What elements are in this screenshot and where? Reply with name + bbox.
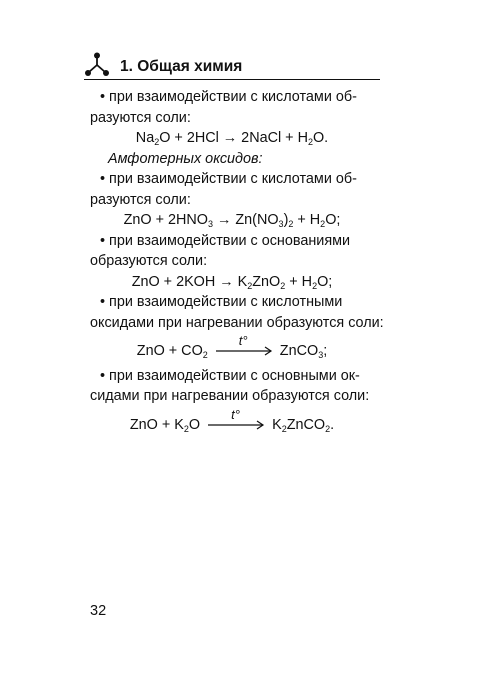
bullet-acids-1-line2: разуются соли: [90, 109, 191, 126]
equation-zno-co2: ZnO + $CO_2$ t° ZnCO$_3$; [136, 333, 328, 360]
equation-zno-koh: ZnO + $2KOH \to K_2ZnO_2 + H_2O$; [131, 273, 333, 291]
equation-na2o-hcl: $Na_2O + 2HCl$ → 2NaCl + $H_2O$. [135, 130, 329, 147]
bullet-acids-1-line1: • при взаимодействии с кислотами об- [100, 89, 357, 105]
bullet-bases-line2: образуются соли: [90, 253, 208, 269]
bullet-acids-2-line2: разуются соли: [90, 191, 191, 208]
header-rule [84, 79, 380, 80]
chapter-header [84, 52, 380, 82]
bullet-acids-2-line1: • при взаимодействии с кислотами об- [100, 171, 357, 187]
bullet-basic-oxides-line1: • при взаимодействии с основными ок- [100, 367, 360, 384]
equation-zno-hno3: ZnO + $2HNO_3 \to Zn(NO_3)_2 + H_2O$; [123, 212, 341, 229]
amphoteric-heading: Амфотерных оксидов: [108, 150, 263, 167]
heating-arrow-icon: t° [207, 418, 265, 432]
bullet-bases-line1: • при взаимодействии с основаниями [100, 232, 351, 249]
molecule-icon [84, 52, 110, 78]
bullet-acid-oxides-line1: • при взаимодействии с кислотными [100, 294, 343, 310]
equation-zno-k2o: ZnO + $K_2O$ t° $K_2ZnCO_2$. [129, 406, 335, 434]
bullet-acid-oxides-line2: оксидами при нагревании образуются соли: [90, 314, 384, 331]
heating-arrow-icon: t° [215, 344, 273, 358]
page-number: 32 [90, 603, 107, 619]
chapter-title: 1. Общая химия [120, 58, 243, 75]
page-body [90, 87, 384, 439]
bullet-basic-oxides-line2: сидами при нагревании образуются соли: [90, 388, 370, 404]
